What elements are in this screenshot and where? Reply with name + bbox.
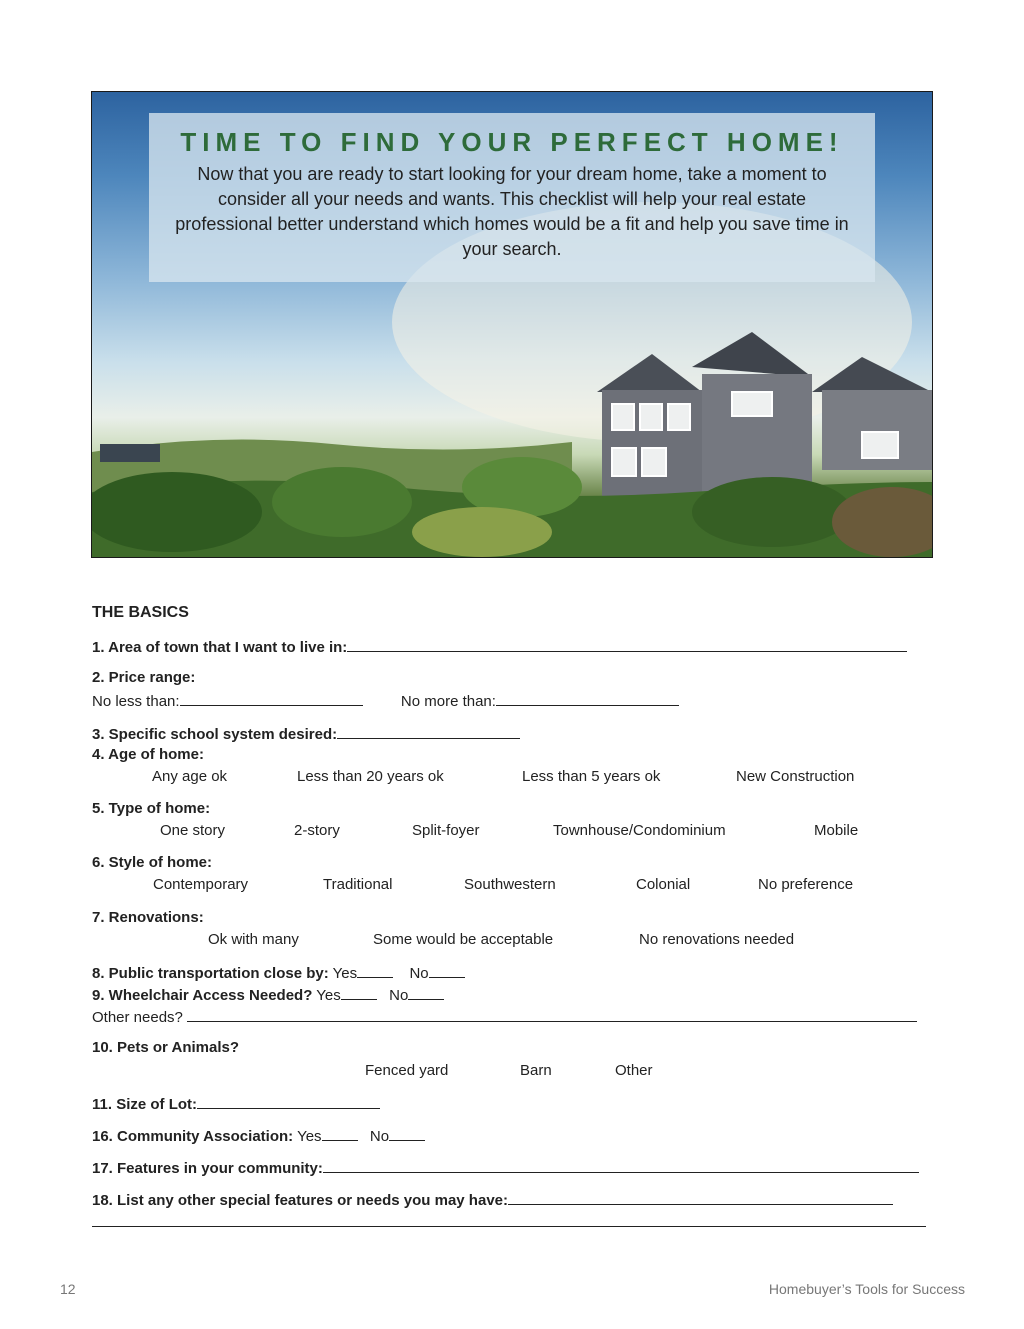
style-option[interactable]: Colonial [636, 876, 691, 893]
school-answer-line[interactable] [337, 724, 520, 739]
age-option[interactable]: New Construction [736, 768, 855, 785]
community-association-no-label: No [369, 1128, 390, 1145]
hero-text-panel [149, 113, 875, 282]
price-min-label: No less than: [92, 693, 180, 710]
question-special-features [92, 1190, 934, 1209]
transportation-label: 8. Public transportation close by: [92, 965, 329, 982]
school-label: 3. Specific school system desired: [92, 726, 338, 743]
question-lot-size [92, 1094, 934, 1113]
community-association-label: 16. Community Association: [92, 1128, 294, 1145]
wheelchair-yes-line[interactable] [341, 985, 377, 1000]
style-option[interactable]: Contemporary [153, 876, 249, 893]
renovations-label: 7. Renovations: [92, 909, 204, 926]
lot-size-label: 11. Size of Lot: [92, 1096, 198, 1113]
wheelchair-yes-label: Yes [316, 987, 341, 1004]
style-option[interactable]: Traditional [323, 876, 393, 893]
question-transportation [92, 963, 934, 982]
style-option[interactable]: Southwestern [464, 876, 556, 893]
price-range-label: 2. Price range: [92, 669, 196, 686]
type-option[interactable]: Mobile [814, 822, 859, 839]
page-number: 12 [60, 1281, 76, 1297]
section-title: THE BASICS [92, 604, 189, 621]
pets-option[interactable]: Other [615, 1062, 653, 1079]
type-option[interactable]: Townhouse/Condominium [553, 822, 726, 839]
other-needs [92, 1007, 934, 1026]
age-option[interactable]: Less than 5 years ok [522, 768, 661, 785]
special-features-label: 18. List any other special features or needs you may have: [92, 1192, 508, 1209]
pets-label: 10. Pets or Animals? [92, 1039, 239, 1056]
renovations-option[interactable]: No renovations needed [639, 931, 795, 948]
question-area [92, 637, 934, 656]
pets-option[interactable]: Barn [520, 1062, 552, 1079]
hero-photo [91, 91, 933, 558]
special-features-line[interactable] [508, 1190, 893, 1205]
question-community-association [92, 1126, 934, 1145]
renovations-option[interactable]: Some would be acceptable [373, 931, 554, 948]
wheelchair-no-line[interactable] [408, 985, 444, 1000]
community-features-line[interactable] [323, 1158, 919, 1173]
type-option[interactable]: One story [160, 822, 226, 839]
type-option[interactable]: Split-foyer [412, 822, 480, 839]
price-range-fields [92, 691, 934, 710]
pets-option[interactable]: Fenced yard [365, 1062, 449, 1079]
renovations-option[interactable]: Ok with many [208, 931, 299, 948]
transportation-no-label: No [409, 965, 429, 982]
footer-title: Homebuyer’s Tools for Success [768, 1281, 965, 1297]
community-association-yes-label: Yes [297, 1128, 322, 1145]
type-option[interactable]: 2-story [294, 822, 340, 839]
special-features-extra [92, 1212, 934, 1231]
community-association-yes-line[interactable] [322, 1126, 358, 1141]
price-min-line[interactable] [180, 691, 363, 706]
transportation-yes-line[interactable] [357, 963, 393, 978]
other-needs-line[interactable] [187, 1007, 917, 1022]
hero-title: TIME TO FIND YOUR PERFECT HOME! [180, 127, 844, 157]
age-label: 4. Age of home: [92, 746, 204, 763]
age-option[interactable]: Any age ok [152, 768, 228, 785]
special-features-line-2[interactable] [92, 1212, 926, 1227]
price-max-label: No more than: [400, 693, 496, 710]
community-features-label: 17. Features in your community: [92, 1160, 323, 1177]
wheelchair-label: 9. Wheelchair Access Needed? [92, 987, 313, 1004]
transportation-yes-label: Yes [332, 965, 358, 982]
price-max-line[interactable] [496, 691, 679, 706]
other-needs-label: Other needs? [92, 1009, 183, 1026]
area-label: 1. Area of town that I want to live in: [92, 639, 348, 656]
area-answer-line[interactable] [347, 637, 907, 652]
question-wheelchair [92, 985, 934, 1004]
hero-intro-text: Now that you are ready to start looking for your dream home, take a moment to consider all your needs and wants. This checklist will help your real estate professional better understand which homes would be a fit and help you save time in your search. [175, 164, 849, 259]
question-community-features [92, 1158, 934, 1177]
style-option[interactable]: No preference [758, 876, 854, 893]
community-association-no-line[interactable] [389, 1126, 425, 1141]
lot-size-line[interactable] [197, 1094, 380, 1109]
wheelchair-no-label: No [389, 987, 409, 1004]
style-label: 6. Style of home: [92, 854, 213, 871]
type-label: 5. Type of home: [92, 800, 211, 817]
age-option[interactable]: Less than 20 years ok [297, 768, 444, 785]
transportation-no-line[interactable] [429, 963, 465, 978]
question-school [92, 724, 934, 743]
